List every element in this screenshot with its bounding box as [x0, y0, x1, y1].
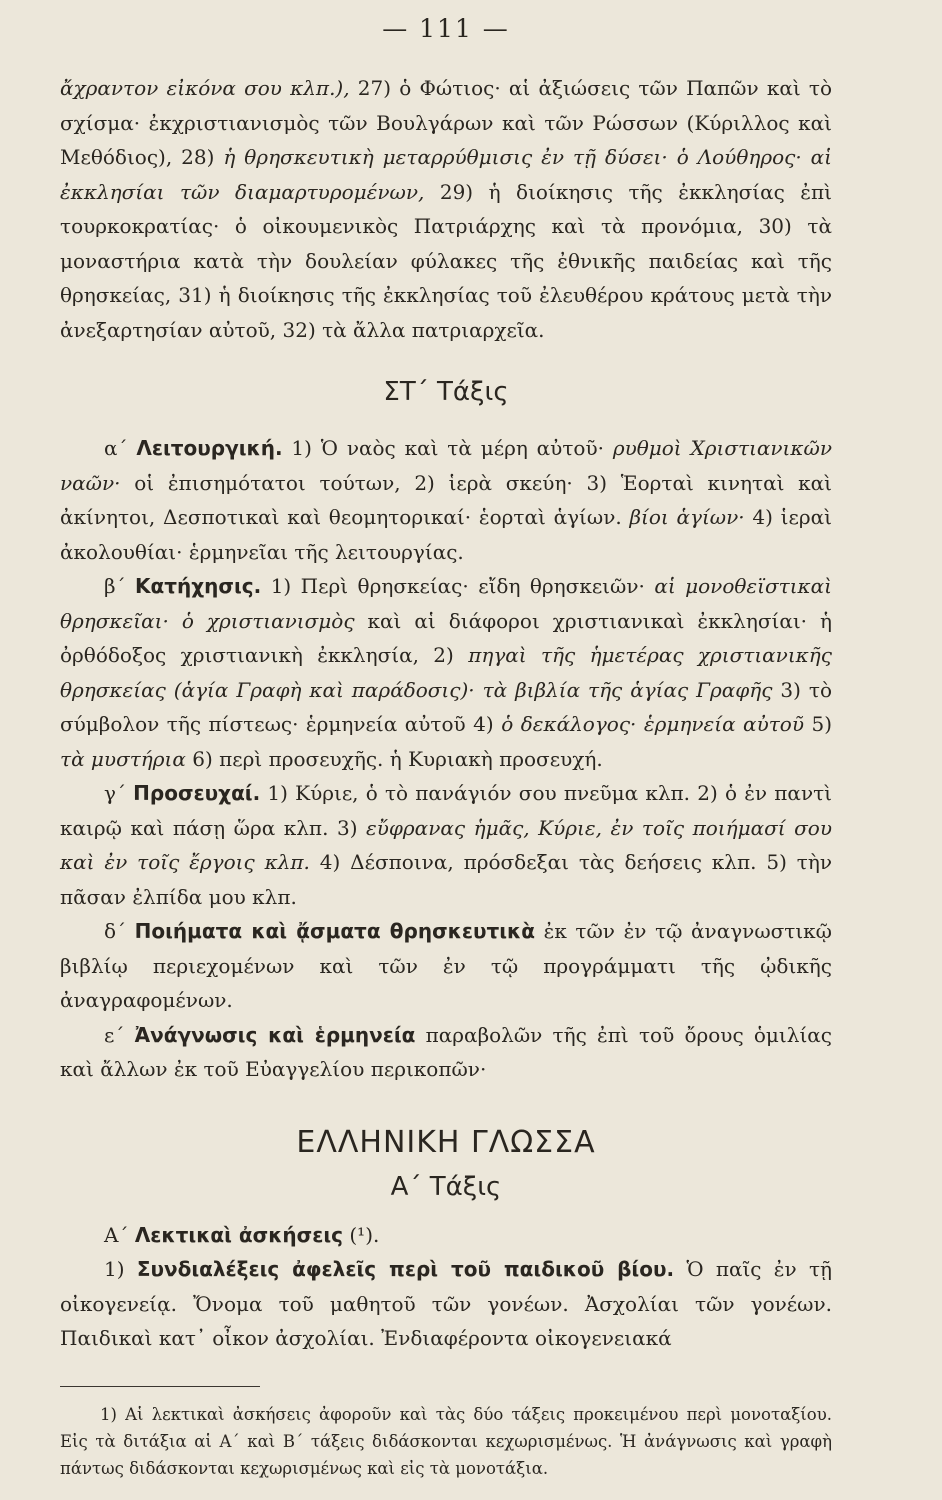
lexical-title: Λεκτικαὶ ἀσκήσεις — [134, 1222, 344, 1247]
section-b-text-3: 3) τὸ σύμβολον τῆς πίστεως· ἑρμηνεία αὐτοῦ 4) — [60, 677, 832, 736]
greek-language-heading: ΕΛΛΗΝΙΚΗ ΓΛΩΣΣΑ — [296, 1124, 596, 1160]
footnote: 1) Αἱ λεκτικαὶ ἀσκήσεις ἀφοροῦν καὶ τὰς δύο τάξεις προκειμένου περὶ μονοταξίου. Εἰς τὰ διτάξια αἱ Α΄ καὶ Β΄ τάξεις διδάσκονται κεχωρισμένως. Ἡ ἀνάγνωσις καὶ γραφὴ πάντως διδάσκονται κεχωρισμένως καὶ εἰς τὰ μονοτάξια. — [60, 1404, 832, 1478]
section-a-text-1: 1) Ὁ ναὸς καὶ τὰ μέρη αὐτοῦ· — [282, 436, 613, 460]
greek-class-heading: Α΄ Τάξις — [390, 1171, 502, 1202]
section-c-text-1: 1) Κύριε, ὁ τὸ πανάγιόν σου πνεῦμα κλπ. 2) ὁ ἐν παντὶ καιρῷ καὶ πάσῃ ὥρα κλπ. 3) — [60, 781, 833, 840]
section-e-label: ε΄ — [104, 1022, 125, 1047]
section-b-text-5: 6) περὶ προσευχῆς. ἡ Κυριακὴ προσευχή. — [185, 746, 603, 771]
section-catechism — [60, 569, 832, 776]
item-1-paragraph — [60, 1252, 832, 1356]
intro-paragraph — [60, 71, 832, 347]
section-b-text-4: 5) — [804, 712, 833, 736]
lexical-label: Α΄ — [104, 1222, 129, 1247]
section-reading — [60, 1018, 832, 1087]
section-c-italic-1: εὔφρανας ἡμᾶς, Κύριε, ἐν τοῖς ποιήμασί σου καὶ ἐν τοῖς ἔργοις κλπ. — [60, 815, 832, 874]
section-d-label: δ΄ — [104, 919, 127, 943]
item-1-title: Συνδιαλέξεις ἀφελεῖς περὶ τοῦ παιδικοῦ βίου. — [136, 1257, 675, 1281]
section-liturgy — [60, 431, 832, 569]
lexical-footnote-ref: (¹). — [349, 1222, 380, 1247]
intro-italic-1: ἄχραντον εἰκόνα σου κλπ.), — [60, 76, 350, 100]
section-a-italic-2: βίοι ἁγίων· — [629, 505, 745, 529]
section-c-label: γ΄ — [104, 781, 126, 805]
intro-text-2: 29) ἡ διοίκησις τῆς ἐκκλησίας ἐπὶ τουρκοκρατίας· ὁ οἰκουμενικὸς Πατριάρχης καὶ τὰ προνόμια, 30) τὰ μοναστήρια κατὰ τὴν δουλείαν φύλακες τῆς ἐθνικῆς παιδείας καὶ τῆς θρησκείας, 31) ἡ διοίκησις τῆς ἐκκλησίας τοῦ ἐλευθέρου κράτους μετὰ τὴν ἀνεξαρτησίαν αὐτοῦ, 32) τὰ ἄλλα πατριαρχεῖα. — [60, 179, 833, 342]
section-c-title: Προσευχαί. — [133, 781, 261, 805]
class-heading: ΣΤ΄ Τάξις — [383, 377, 509, 407]
section-poems — [60, 914, 832, 1018]
section-b-text-2: καὶ αἱ διάφοροι χριστιανικαὶ ἐκκλησίαι· ἡ ὀρθόδοξος χριστιανικὴ ἐκκλησία, 2) — [60, 608, 832, 667]
item-1-number: 1) — [104, 1257, 125, 1281]
section-a-text-3: 4) ἱεραὶ ἀκολουθίαι· ἑρμηνεῖαι τῆς λειτουργίας. — [60, 505, 832, 564]
page-number: — 111 — — [382, 14, 510, 43]
section-b-label: β΄ — [104, 574, 126, 598]
lexical-exercises-heading — [60, 1218, 832, 1253]
section-e-title: Ἀνάγνωσις καὶ ἑρμηνεία — [134, 1022, 416, 1047]
section-e-text-1: παραβολῶν τῆς ἐπὶ τοῦ ὄρους ὁμιλίας καὶ ἄλλων ἐκ τοῦ Εὐαγγελίου περικοπῶν· — [60, 1022, 833, 1081]
section-d-title: Ποιήματα καὶ ᾄσματα θρησκευτικὰ — [134, 919, 535, 943]
section-b-text-1: 1) Περὶ θρησκείας· εἴδη θρησκειῶν· — [261, 574, 655, 598]
item-1-text: Ὁ παῖς ἐν τῇ οἰκογενείᾳ. Ὄνομα τοῦ μαθητοῦ τῶν γονέων. Ἀσχολίαι τῶν γονέων. Παιδικαὶ κατ᾽ οἶκον ἀσχολίαι. Ἐνδιαφέροντα οἰκογενειακά — [60, 1257, 833, 1350]
footnote-divider — [60, 1386, 260, 1387]
section-b-italic-2: πηγαὶ τῆς ἡμετέρας χριστιανικῆς θρησκείας (ἁγία Γραφὴ καὶ παράδοσις)· τὰ βιβλία τῆς ἁγίας Γραφῆς — [60, 643, 832, 702]
section-a-title: Λειτουργική. — [136, 436, 283, 460]
section-b-title: Κατήχησις. — [135, 574, 262, 598]
section-prayers — [60, 776, 832, 914]
section-b-italic-3: ὁ δεκάλογος· ἑρμηνεία αὐτοῦ — [501, 712, 804, 736]
section-a-text-2: οἱ ἐπισημότατοι τούτων, 2) ἱερὰ σκεύη· 3) Ἑορταὶ κινηταὶ καὶ ἀκίνητοι, Δεσποτικαὶ καὶ θεομητορικαί· ἑορταὶ ἁγίων. — [60, 470, 832, 529]
section-a-italic-1: ρυθμοὶ Χριστιανικῶν ναῶν· — [60, 436, 832, 495]
section-a-label: α΄ — [104, 436, 128, 460]
intro-italic-2: ἡ θρησκευτικὴ μεταρρύθμισις ἐν τῇ δύσει· ὁ Λούθηρος· αἱ ἐκκλησίαι τῶν διαμαρτυρομένων, — [60, 145, 832, 204]
section-b-italic-4: τὰ μυστήρια — [60, 746, 186, 771]
section-b-italic-1: αἱ μονοθεϊστικαὶ θρησκεῖαι· ὁ χριστιανισμὸς — [60, 574, 832, 633]
section-d-text-1: ἐκ τῶν ἐν τῷ ἀναγνωστικῷ βιβλίῳ περιεχομένων καὶ τῶν ἐν τῷ προγράμματι τῆς ᾠδικῆς ἀναγραφομένων. — [60, 919, 832, 1012]
section-c-text-2: 4) Δέσποινα, πρόσδεξαι τὰς δεήσεις κλπ. 5) τὴν πᾶσαν ἐλπίδα μου κλπ. — [60, 850, 832, 909]
intro-text-1: 27) ὁ Φώτιος· αἱ ἀξιώσεις τῶν Παπῶν καὶ τὸ σχίσμα· ἐκχριστιανισμὸς τῶν Βουλγάρων καὶ τῶν Ρώσσων (Κύριλλος καὶ Μεθόδιος), 28) — [60, 76, 832, 169]
